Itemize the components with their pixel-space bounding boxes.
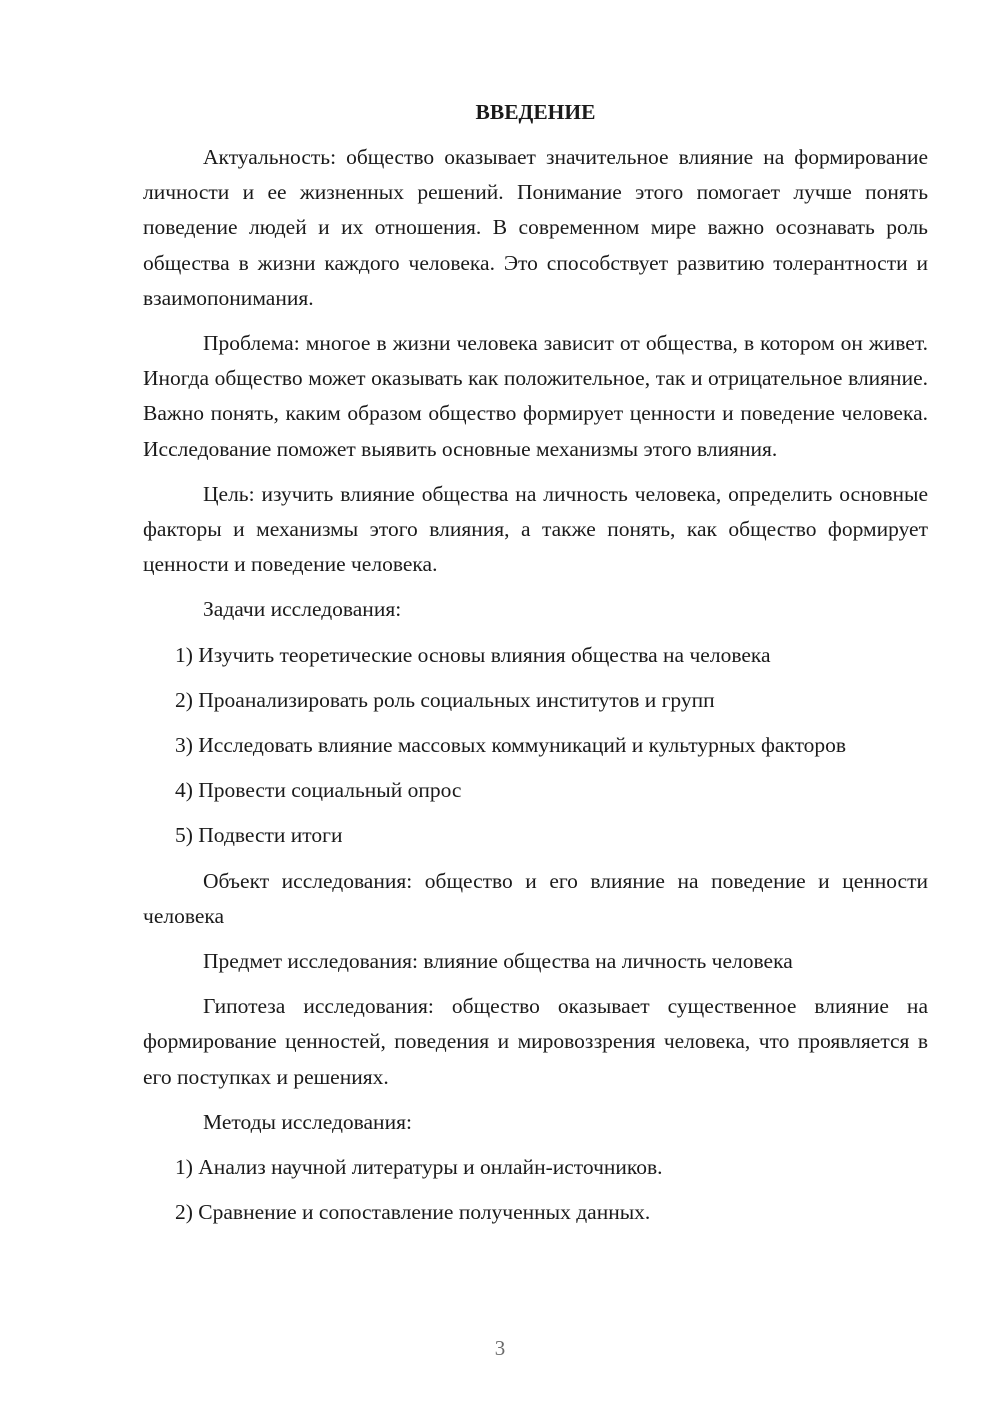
hypothesis-paragraph: Гипотеза исследования: общество оказывает существенное влияние на формирование ценностей, поведения и мировоззрения человека, что проявляется в его поступках и решениях. <box>143 994 928 1089</box>
task-item: 3) Исследовать влияние массовых коммуникаций и культурных факторов <box>175 733 847 758</box>
task-item: 4) Провести социальный опрос <box>175 778 462 803</box>
section-title: ВВЕДЕНИЕ <box>475 100 596 124</box>
object-paragraph: Объект исследования: общество и его влияние на поведение и ценности человека <box>143 868 928 928</box>
subject-paragraph: Предмет исследования: влияние общества на личность человека <box>203 949 793 974</box>
methods-heading: Методы исследования: <box>203 1109 412 1134</box>
problem-paragraph: Проблема: многое в жизни человека зависит от общества, в котором он живет. Иногда общество может оказывать как положительное, так и отрицательное влияние. Важно понять, каким образом общество формирует ценности и поведение человека. Исследование поможет выявить основные механизмы этого влияния. <box>143 331 928 461</box>
goal-paragraph: Цель: изучить влияние общества на личность человека, определить основные факторы и механизмы этого влияния, а также понять, как общество формирует ценности и поведение человека. <box>143 481 928 577</box>
method-item: 1) Анализ научной литературы и онлайн-источников. <box>175 1155 663 1180</box>
method-item: 2) Сравнение и сопоставление полученных данных. <box>175 1200 651 1225</box>
task-item: 1) Изучить теоретические основы влияния общества на человека <box>175 642 771 667</box>
task-item: 5) Подвести итоги <box>175 823 343 848</box>
tasks-heading: Задачи исследования: <box>203 597 402 622</box>
page-content <box>143 95 928 1240</box>
task-item: 2) Проанализировать роль социальных институтов и групп <box>175 687 715 712</box>
relevance-paragraph: Актуальность: общество оказывает значительное влияние на формирование личности и ее жизненных решений. Понимание этого помогает лучше понять поведение людей и их отношения. В современном мире важно осознавать роль общества в жизни каждого человека. Это способствует развитию толерантности и взаимопонимания. <box>143 145 928 310</box>
page-number: 3 <box>494 1336 506 1360</box>
